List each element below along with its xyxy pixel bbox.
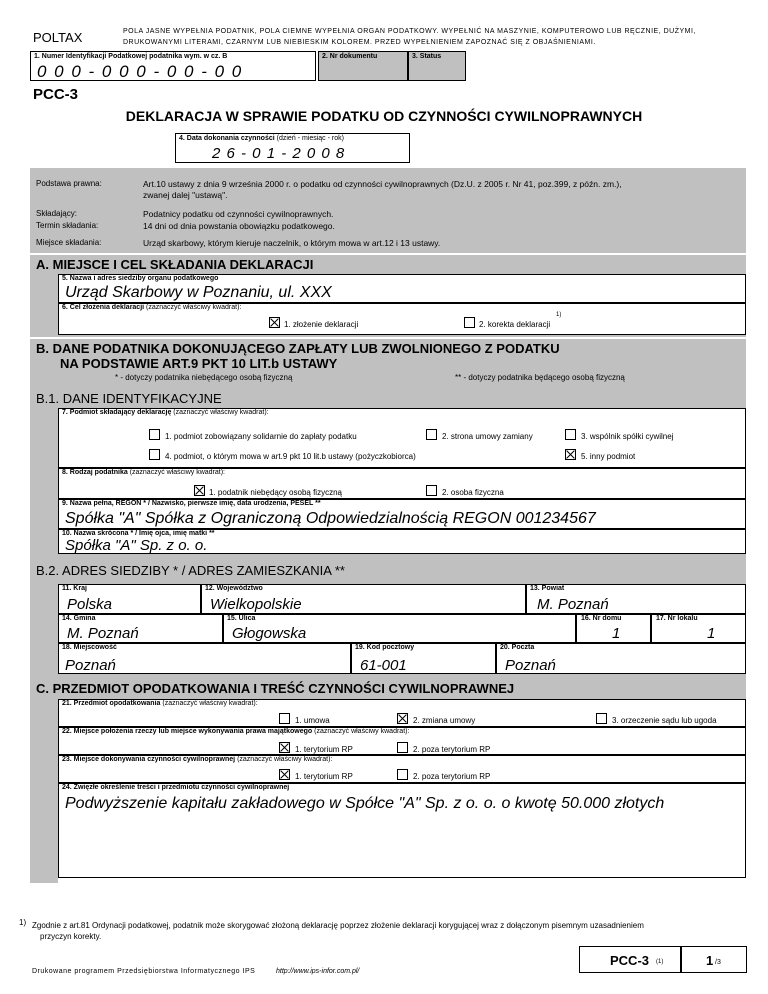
postal-code-label: 19. Kod pocztowy xyxy=(355,644,415,651)
checkbox-contract-change[interactable] xyxy=(397,713,408,724)
section-c-title: C. PRZEDMIOT OPODATKOWANIA I TREŚĆ CZYNNOŚCI CYWILNOPRAWNEJ xyxy=(36,681,515,696)
checkbox-filer-other-label: 5. inny podmiot xyxy=(581,452,636,461)
section-c-extension xyxy=(30,807,58,883)
short-name-field[interactable] xyxy=(58,529,746,554)
filer-label: Składający: xyxy=(36,209,77,218)
checkbox-court-ruling-label: 3. orzeczenie sądu lub ugoda xyxy=(612,716,717,725)
section-a-title: A. MIEJSCE I CEL SKŁADANIA DEKLARACJI xyxy=(36,257,314,272)
checkbox-property-abroad[interactable] xyxy=(397,742,408,753)
footer-page-total: /3 xyxy=(715,959,721,966)
tax-office-value: Urząd Skarbowy w Poznaniu, ul. XXX xyxy=(65,284,332,301)
taxpayer-type-label: 8. Rodzaj podatnika (zaznaczyć właściwy kwadrat): xyxy=(62,469,225,476)
subject-label: 21. Przedmiot opodatkowania (zaznaczyć właściwy kwadrat): xyxy=(62,700,258,707)
section-b2-title: B.2. ADRES SIEDZIBY * / ADRES ZAMIESZKANIA ** xyxy=(36,563,345,578)
date-value: 2 6 - 0 1 - 2 0 0 8 xyxy=(212,145,346,162)
checkbox-contract-label: 1. umowa xyxy=(295,716,330,725)
checkbox-submission-label: 1. złożenie deklaracji xyxy=(284,320,359,329)
filer-type-label: 7. Podmiot składający deklarację (zaznaczyć właściwy kwadrat): xyxy=(62,409,269,416)
post-office-label: 20. Poczta xyxy=(500,644,535,651)
form-title: DEKLARACJA W SPRAWIE PODATKU OD CZYNNOŚCI CYWILNOPRAWNYCH xyxy=(125,108,643,124)
date-field[interactable] xyxy=(175,133,410,163)
street-value: Głogowska xyxy=(232,625,307,642)
postal-code-field[interactable] xyxy=(351,643,496,674)
county-label: 13. Powiat xyxy=(530,585,565,592)
footnote-text-2: przyczyn korekty. xyxy=(40,932,102,941)
checkbox-transaction-abroad-label: 2. poza terytorium RP xyxy=(413,772,491,781)
county-field[interactable] xyxy=(526,584,746,614)
footer-page-number: 1 xyxy=(706,953,714,968)
checkbox-filer-other[interactable] xyxy=(565,449,576,460)
printer-credit: Drukowane programem Przedsiębiorstwa Informatycznego IPS xyxy=(32,968,256,975)
place-label: Miejsce składania: xyxy=(36,238,102,247)
checkbox-court-ruling[interactable] xyxy=(596,713,607,724)
short-name-value: Spółka "A" Sp. z o. o. xyxy=(65,537,208,554)
checkbox-filer-partner[interactable] xyxy=(565,429,576,440)
footnote-number: 1) xyxy=(19,918,27,927)
brand-poltax: POLTAX xyxy=(33,30,83,45)
checkbox-filer-borrower[interactable] xyxy=(149,449,160,460)
legal-basis-text-1: Art.10 ustawy z dnia 9 września 2000 r. o podatku od czynności cywilnoprawnych (Dz.U. z 2005 r. Nr 41, poz.399, z późn. zm.), xyxy=(143,179,622,189)
section-b1-title: B.1. DANE IDENTYFIKACYJNE xyxy=(36,391,222,406)
status-label: 3. Status xyxy=(412,53,442,60)
apartment-no-value: 1 xyxy=(707,625,716,642)
section-b-title-1: B. DANE PODATNIKA DOKONUJĄCEGO ZAPŁATY LUB ZWOLNIONEGO Z PODATKU xyxy=(36,341,560,356)
checkbox-non-natural-person[interactable] xyxy=(194,485,205,496)
legal-basis-label: Podstawa prawna: xyxy=(36,179,102,188)
post-office-field[interactable] xyxy=(496,643,746,674)
checkbox-filer-partner-label: 3. wspólnik spółki cywilnej xyxy=(581,432,674,441)
doc-no-field xyxy=(318,51,408,81)
section-b-note-2: ** - dotyczy podatnika będącego osobą fizyczną xyxy=(455,373,625,382)
checkbox-correction[interactable] xyxy=(464,317,475,328)
street-field[interactable] xyxy=(223,614,576,643)
commune-label: 14. Gmina xyxy=(62,615,96,622)
full-name-value: Spółka "A" Spółka z Ograniczoną Odpowiedzialnością REGON 001234567 xyxy=(65,510,596,527)
checkbox-contract-change-label: 2. zmiana umowy xyxy=(413,716,476,725)
transaction-location-label: 23. Miejsce dokonywania czynności cywilnoprawnej (zaznaczyć właściwy kwadrat): xyxy=(62,756,333,763)
town-field[interactable] xyxy=(58,643,351,674)
property-location-label: 22. Miejsce położenia rzeczy lub miejsce wykonywania prawa majątkowego (zaznaczyć właściwy kwadrat): xyxy=(62,728,410,735)
voivodeship-field[interactable] xyxy=(201,584,526,614)
checkbox-property-poland[interactable] xyxy=(279,742,290,753)
description-label: 24. Zwięzłe określenie treści i przedmiotu czynności cywilnoprawnej xyxy=(62,784,290,791)
checkbox-contract[interactable] xyxy=(279,713,290,724)
description-value: Podwyższenie kapitału zakładowego w Spółce "A" Sp. z o. o. o kwotę 50.000 złotych xyxy=(65,795,665,812)
country-field[interactable] xyxy=(58,584,201,614)
footer-url[interactable]: http://www.ips-infor.com.pl/ xyxy=(276,968,360,975)
short-name-label: 10. Nazwa skrócona * / Imię ojca, imię matki ** xyxy=(62,530,215,537)
checkbox-transaction-abroad[interactable] xyxy=(397,769,408,780)
voivodeship-value: Wielkopolskie xyxy=(210,596,302,613)
footnote-text-1: Zgodnie z art.81 Ordynacji podatkowej, podatnik może skorygować złożoną deklarację poprzez złożenie deklaracji korygującej wraz z dołączonym pisemnym uzasadnieniem xyxy=(32,921,644,930)
doc-no-label: 2. Nr dokumentu xyxy=(322,53,378,60)
filer-type-field xyxy=(58,408,746,468)
legal-basis-text-2: zwanej dalej "ustawą". xyxy=(143,190,228,200)
footer-page-box xyxy=(681,946,747,973)
country-label: 11. Kraj xyxy=(62,585,87,592)
checkbox-filer-exchange[interactable] xyxy=(426,429,437,440)
transaction-location-field xyxy=(58,755,746,783)
subject-field xyxy=(58,699,746,727)
date-label: 4. Data dokonania czynności (dzień - miesiąc - rok) xyxy=(179,135,344,142)
commune-value: M. Poznań xyxy=(67,625,139,642)
apartment-no-label: 17. Nr lokalu xyxy=(656,615,698,622)
taxpayer-type-field xyxy=(58,468,746,499)
checkbox-non-natural-person-label: 1. podatnik niebędący osobą fizyczną xyxy=(209,488,342,497)
checkbox-transaction-poland-label: 1. terytorium RP xyxy=(295,772,353,781)
checkbox-submission[interactable] xyxy=(269,317,280,328)
section-b-title-2: NA PODSTAWIE ART.9 PKT 10 LIT.b USTAWY xyxy=(60,356,338,371)
tax-office-label: 5. Nazwa i adres siedziby organu podatkowego xyxy=(62,275,219,282)
footer-form-code: PCC-3 xyxy=(610,953,650,968)
section-b xyxy=(30,339,746,694)
full-name-field[interactable] xyxy=(58,499,746,529)
form-code: PCC-3 xyxy=(33,86,79,103)
footer-form-code-box xyxy=(579,946,681,973)
footnote-mark: 1) xyxy=(556,312,562,318)
checkbox-filer-borrower-label: 4. podmiot, o którym mowa w art.9 pkt 10 lit.b ustawy (pożyczkobiorca) xyxy=(165,452,416,461)
commune-field[interactable] xyxy=(58,614,223,643)
filer-value: Podatnicy podatku od czynności cywilnoprawnych. xyxy=(143,209,334,219)
header-instructions-1: POLA JASNE WYPEŁNIA PODATNIK, POLA CIEMNE WYPEŁNIA ORGAN PODATKOWY. WYPEŁNIĆ NA MASZYNIE, KOMPUTEROWO LUB RĘCZNIE, DUŻYMI, xyxy=(123,28,696,35)
section-b-note-1: * - dotyczy podatnika niebędącego osobą fizyczną xyxy=(115,373,293,382)
info-block xyxy=(30,168,746,253)
house-no-value: 1 xyxy=(612,625,621,642)
town-label: 18. Miejscowość xyxy=(62,644,117,651)
nip-value: 0 0 0 - 0 0 0 - 0 0 - 0 0 xyxy=(37,62,243,81)
place-value: Urząd skarbowy, którym kieruje naczelnik, o którym mowa w art.12 i 13 ustawy. xyxy=(143,238,441,248)
checkbox-property-abroad-label: 2. poza terytorium RP xyxy=(413,745,491,754)
post-office-value: Poznań xyxy=(505,657,556,674)
checkbox-filer-joint-label: 1. podmiot zobowiązany solidarnie do zapłaty podatku xyxy=(165,432,357,441)
checkbox-property-poland-label: 1. terytorium RP xyxy=(295,745,353,754)
status-field xyxy=(408,51,466,81)
street-label: 15. Ulica xyxy=(227,615,256,622)
purpose-field xyxy=(58,303,746,335)
country-value: Polska xyxy=(67,596,113,613)
nip-field[interactable] xyxy=(30,51,316,81)
full-name-label: 9. Nazwa pełna, REGON * / Nazwisko, pierwsze imię, data urodzenia, PESEL ** xyxy=(62,500,321,507)
checkbox-transaction-poland[interactable] xyxy=(279,769,290,780)
town-value: Poznań xyxy=(65,657,116,674)
nip-label: 1. Numer Identyfikacji Podatkowej podatnika wym. w cz. B xyxy=(34,53,228,60)
property-location-field xyxy=(58,727,746,755)
deadline-value: 14 dni od dnia powstania obowiązku podatkowego. xyxy=(143,221,335,231)
deadline-label: Termin składania: xyxy=(36,221,99,230)
apartment-no-field[interactable] xyxy=(651,614,746,643)
voivodeship-label: 12. Województwo xyxy=(205,585,263,592)
header-instructions-2: DRUKOWANYMI LITERAMI, CZARNYM LUB NIEBIESKIM KOLOREM. PRZED WYPEŁNIENIEM ZAPOZNAĆ SIĘ Z OBJAŚNIENIAMI. xyxy=(123,39,596,46)
checkbox-natural-person[interactable] xyxy=(426,485,437,496)
county-value: M. Poznań xyxy=(537,596,609,613)
footer-form-version: (1) xyxy=(656,959,664,965)
checkbox-natural-person-label: 2. osoba fizyczna xyxy=(442,488,504,497)
purpose-label: 6. Cel złożenia deklaracji (zaznaczyć właściwy kwadrat): xyxy=(62,304,242,311)
house-no-field[interactable] xyxy=(576,614,651,643)
checkbox-filer-joint[interactable] xyxy=(149,429,160,440)
house-no-label: 16. Nr domu xyxy=(581,615,622,622)
checkbox-correction-label: 2. korekta deklaracji xyxy=(479,320,551,329)
section-c xyxy=(30,679,746,812)
postal-code-value: 61-001 xyxy=(360,657,407,674)
section-a xyxy=(30,255,746,337)
tax-office-field[interactable] xyxy=(58,274,746,303)
description-field[interactable] xyxy=(58,783,746,878)
checkbox-filer-exchange-label: 2. strona umowy zamiany xyxy=(442,432,533,441)
